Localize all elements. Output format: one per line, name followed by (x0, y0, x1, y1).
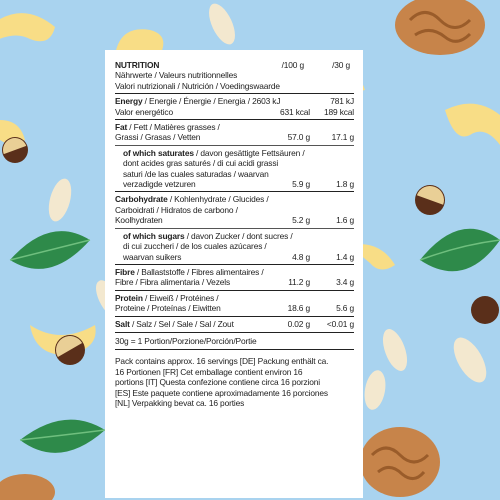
carbohydrate-translations-3: Koolhydraten (115, 215, 163, 226)
saturates-translations-2: dont acides gras saturés / di cui acidi grassi (123, 158, 279, 169)
pack-line: portions [IT] Questa confezione contiene circa 16 porzioni (115, 377, 320, 388)
energy-label: Energy (115, 96, 143, 107)
nutrition-title: NUTRITION (115, 60, 160, 70)
walnut-icon (395, 0, 485, 55)
pack-line: Pack contains approx. 16 servings [DE] Packung enthält ca. (115, 356, 329, 367)
cashew-icon (445, 104, 500, 145)
sugars-translations: / davon Zucker / dont sucres / (184, 230, 293, 241)
salt-label: Salt (115, 318, 130, 329)
leaf-icon (10, 231, 90, 269)
fibre-translations: / Ballaststoffe / Fibres alimentaires / (134, 266, 264, 277)
subtitle-line: Valori nutrizionali / Nutrición / Voedingswaarde (115, 80, 280, 91)
salt-translations: / Salz / Sel / Sale / Sal / Zout (129, 318, 234, 329)
walnut-icon (360, 427, 440, 497)
carbohydrate-translations-2: Carboidrati / Hidratos de carbono / (115, 204, 238, 215)
carbohydrate-section (115, 191, 354, 225)
energy-label-es: Valor energético (115, 106, 173, 117)
hazelnut-icon (471, 296, 499, 324)
pack-line: [NL] Verpakking bevat ca. 16 porties (115, 397, 245, 408)
fibre-100g: 11.2 g (288, 277, 310, 288)
protein-30g: 5.6 g (336, 303, 354, 314)
salt-30g: <0.01 g (326, 318, 354, 329)
protein-section (115, 290, 354, 314)
nutrition-header (115, 60, 354, 91)
saturates-30g: 1.8 g (336, 179, 354, 190)
pack-line: [ES] Este paquete contiene aproximadamente 16 porciones (115, 387, 328, 398)
saturates-translations: / davon gesättigte Fettsäuren / (193, 147, 305, 158)
salt-100g: 0.02 g (287, 318, 310, 329)
fat-section (115, 119, 354, 143)
fat-100g: 57.0 g (287, 132, 310, 143)
protein-translations-2: Proteine / Proteínas / Eiwitten (115, 303, 221, 314)
walnut-icon (0, 474, 55, 500)
carbohydrate-30g: 1.6 g (336, 215, 354, 226)
divider (115, 332, 354, 333)
carbohydrate-100g: 5.2 g (292, 215, 310, 226)
hazelnut-icon (415, 182, 448, 215)
fibre-translations-2: Fibre / Fibra alimentaria / Vezels (115, 277, 230, 288)
fibre-label: Fibre (115, 266, 135, 277)
carbohydrate-label: Carbohydrate (115, 194, 168, 205)
almond-icon (204, 0, 241, 48)
carbohydrate-translations: / Kohlenhydrate / Glucides / (167, 194, 269, 205)
nutrition-label (105, 50, 363, 498)
sugars-translations-3: waarvan suikers (123, 251, 182, 262)
energy-kcal-100g: 631 kcal (280, 106, 310, 117)
protein-translations: / Eiweiß / Protéines / (142, 292, 219, 303)
leaf-icon (420, 229, 500, 272)
fat-translations-2: Grassi / Grasas / Vetten (115, 132, 201, 143)
saturates-label: of which saturates (123, 147, 194, 158)
portion-size: 30g = 1 Portion/Porzione/Porción/Portie (115, 335, 257, 346)
energy-label-translations: / Energie / Énergie / Energia / 2603 kJ (142, 96, 281, 107)
fat-30g: 17.1 g (331, 132, 354, 143)
sugars-100g: 4.8 g (292, 251, 310, 262)
protein-100g: 18.6 g (287, 303, 310, 314)
fibre-30g: 3.4 g (336, 277, 354, 288)
sugars-30g: 1.4 g (336, 251, 354, 262)
column-header-100g: /100 g (281, 60, 304, 70)
energy-kj-30g: 781 kJ (330, 96, 354, 107)
almond-icon (362, 369, 389, 412)
protein-label: Protein (115, 292, 143, 303)
saturates-section (115, 145, 354, 190)
sugars-label: of which sugars (123, 230, 185, 241)
pack-line: 16 Portionen [FR] Cet emballage contient environ 16 (115, 366, 303, 377)
energy-kcal-30g: 189 kcal (324, 106, 354, 117)
almond-icon (378, 326, 412, 374)
sugars-section (115, 228, 354, 262)
fibre-section (115, 264, 354, 288)
leaf-icon (20, 420, 105, 453)
energy-section (115, 93, 354, 117)
pack-servings-text (115, 356, 354, 408)
subtitle-line: Nährwerte / Valeurs nutritionnelles (115, 70, 238, 81)
column-header-30g: /30 g (332, 60, 350, 70)
saturates-translations-4: verzadigde vetzuren (123, 179, 196, 190)
saturates-translations-3: saturi /de las cuales saturadas / waarvan (123, 168, 269, 179)
fat-label: Fat (115, 122, 128, 133)
sugars-translations-2: di cui zuccheri / de los cuales azúcares / (123, 241, 267, 252)
almond-icon (447, 332, 493, 387)
saturates-100g: 5.9 g (292, 179, 310, 190)
cashew-icon (0, 13, 55, 41)
divider (115, 349, 354, 350)
fat-translations: / Fett / Matières grasses / (127, 122, 220, 133)
almond-icon (45, 176, 76, 224)
salt-section (115, 316, 354, 329)
